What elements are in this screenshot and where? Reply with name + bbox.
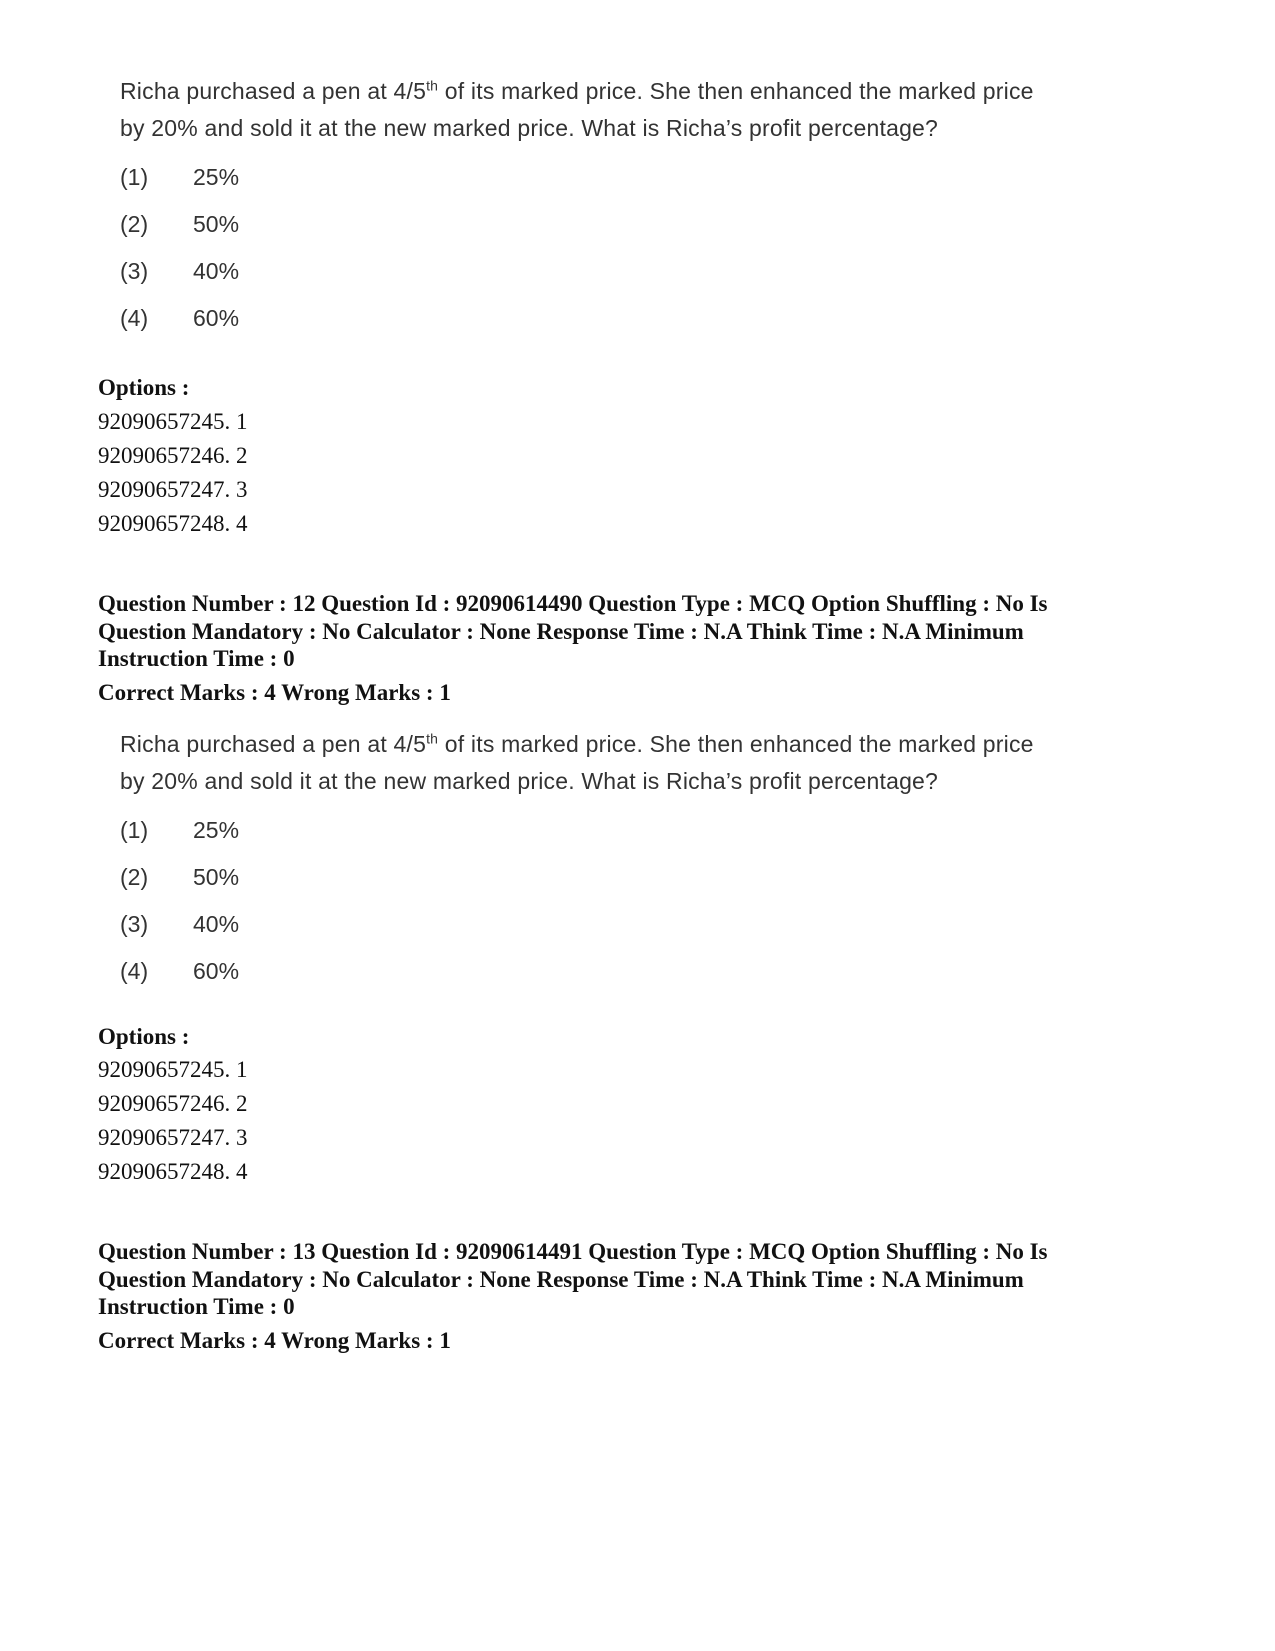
question-12-body <box>120 726 1160 1005</box>
option-id: 92090657245. 1 <box>98 1057 248 1082</box>
option-id: 92090657248. 4 <box>98 1159 248 1184</box>
choice-item: (2) 50% <box>120 211 240 237</box>
option-id: 92090657246. 2 <box>98 1091 248 1116</box>
option-id: 92090657247. 3 <box>98 1125 248 1150</box>
choice-item: (3) 40% <box>120 258 240 284</box>
question-12-meta: Question Number : 12 Question Id : 92090614490 Question Type : MCQ Option Shuffling : No Is Question Mandatory : No Calculator : None Response Time : N.A Think Time : N.A Minimum Instruction Time : 0 <box>98 591 1048 671</box>
question-11-choices <box>120 164 1160 352</box>
options-heading: Options : <box>98 1024 190 1049</box>
question-11-body <box>120 73 1160 352</box>
options-heading: Options : <box>98 375 190 400</box>
choice-item: (4) 60% <box>120 305 240 331</box>
question-12-choices <box>120 817 1160 1005</box>
options-list <box>98 405 248 541</box>
choice-item: (4) 60% <box>120 958 240 984</box>
choice-item: (1) 25% <box>120 164 240 190</box>
options-list <box>98 1053 248 1189</box>
question-13-meta: Question Number : 13 Question Id : 92090614491 Question Type : MCQ Option Shuffling : No Is Question Mandatory : No Calculator : None Response Time : N.A Think Time : N.A Minimum Instruction Time : 0 <box>98 1239 1048 1319</box>
option-id: 92090657247. 3 <box>98 477 248 502</box>
question-13-marks: Correct Marks : 4 Wrong Marks : 1 <box>98 1328 451 1353</box>
choice-item: (2) 50% <box>120 864 240 890</box>
choice-item: (1) 25% <box>120 817 240 843</box>
question-11-text: Richa purchased a pen at 4/5th of its marked price. She then enhanced the marked price by 20% and sold it at the new marked price. What is Richa’s profit percentage? <box>120 77 1034 141</box>
option-id: 92090657246. 2 <box>98 443 248 468</box>
option-id: 92090657248. 4 <box>98 511 248 536</box>
option-id: 92090657245. 1 <box>98 409 248 434</box>
question-12-marks: Correct Marks : 4 Wrong Marks : 1 <box>98 680 451 705</box>
choice-item: (3) 40% <box>120 911 240 937</box>
question-12-text: Richa purchased a pen at 4/5th of its marked price. She then enhanced the marked price by 20% and sold it at the new marked price. What is Richa’s profit percentage? <box>120 730 1034 794</box>
